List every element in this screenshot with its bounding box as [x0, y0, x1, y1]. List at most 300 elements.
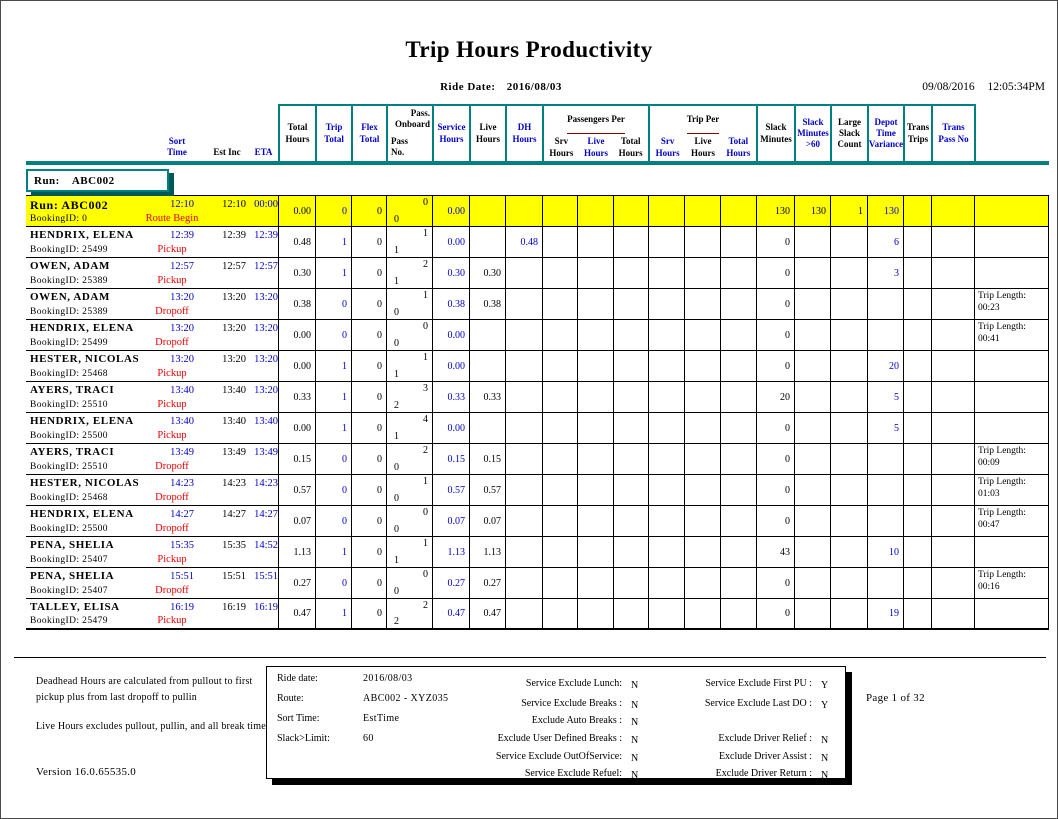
- cell-slack-minutes: 0: [756, 444, 794, 474]
- cell-trans-pass-no: [931, 475, 974, 505]
- cell-slack-gt60: [794, 475, 830, 505]
- cell-depot-variance: 3: [867, 258, 903, 288]
- cell-trip-total: 0: [315, 506, 351, 536]
- cell-pass: [386, 227, 432, 257]
- exclude-value: N: [631, 717, 639, 728]
- passenger-name: OWEN, ADAM: [30, 291, 110, 303]
- row-name-cell: [26, 475, 278, 505]
- cell-trans-trips: [903, 320, 931, 350]
- pass-onboard-value: 1: [423, 538, 428, 549]
- stop-status: Pickup: [157, 430, 187, 441]
- cell-trans-trips: [903, 475, 931, 505]
- cell-trip-total: 0: [315, 289, 351, 319]
- row-name-cell: [26, 506, 278, 536]
- cell-tp-live: [684, 227, 720, 257]
- cell-large-slack: [830, 475, 867, 505]
- cell-slack-minutes: 0: [756, 320, 794, 350]
- cell-dh-hours: [505, 568, 542, 598]
- booking-id: BookingID: 25500: [30, 431, 108, 441]
- cell-note: [974, 227, 1049, 257]
- eta-value: 13:20: [254, 292, 278, 303]
- exclude-label: Service Exclude Lunch:: [525, 678, 622, 689]
- parameter-label: Sort Time:: [277, 713, 320, 724]
- pass-onboard-value: 0: [423, 569, 428, 580]
- cell-tp-total: [720, 351, 756, 381]
- cell-flex-total: 0: [351, 289, 386, 319]
- cell-live-hours: [469, 196, 505, 226]
- cell-trans-pass-no: [931, 258, 974, 288]
- cell-trans-pass-no: [931, 196, 974, 226]
- cell-trip-total: 1: [315, 599, 351, 628]
- cell-tp-live: [684, 320, 720, 350]
- eta-value: 14:27: [254, 509, 278, 520]
- cell-slack-gt60: [794, 599, 830, 628]
- cell-dh-hours: [505, 382, 542, 412]
- table-row: [26, 196, 1049, 227]
- stop-status: Dropoff: [155, 492, 189, 503]
- cell-pp-total: [613, 537, 648, 567]
- cell-flex-total: 0: [351, 475, 386, 505]
- pass-onboard-value: 2: [423, 445, 428, 456]
- cell-tp-srv: [648, 568, 684, 598]
- cell-note: [974, 258, 1049, 288]
- cell-slack-minutes: 0: [756, 351, 794, 381]
- sort-time-value: 14:27: [170, 509, 194, 520]
- pass-onboard-value: 0: [423, 507, 428, 518]
- sort-time-value: 15:51: [170, 571, 194, 582]
- cell-service-hours: 0.30: [432, 258, 469, 288]
- cell-pp-srv: [542, 320, 577, 350]
- cell-pp-total: [613, 599, 648, 628]
- cell-trans-trips: [903, 599, 931, 628]
- booking-id: BookingID: 25468: [30, 369, 108, 379]
- pass-no-value: 1: [394, 555, 399, 566]
- cell-trans-trips: [903, 568, 931, 598]
- booking-id: BookingID: 25407: [30, 555, 108, 565]
- booking-id: BookingID: 25389: [30, 307, 108, 317]
- pass-onboard-value: 0: [423, 321, 428, 332]
- cell-total-hours: 0.38: [278, 289, 315, 319]
- cell-slack-minutes: 0: [756, 413, 794, 443]
- parameter-value: ABC002 - XYZ035: [363, 693, 449, 704]
- page-title: Trip Hours Productivity: [405, 37, 653, 62]
- cell-tp-live: [684, 351, 720, 381]
- report-footer: [26, 666, 1049, 811]
- row-name-cell: [26, 568, 278, 598]
- pass-no-value: 1: [394, 245, 399, 256]
- pass-no-value: 0: [394, 307, 399, 318]
- table-row: [26, 475, 1049, 506]
- trip-length-value: 00:16: [978, 582, 1000, 593]
- cell-service-hours: 0.00: [432, 351, 469, 381]
- trip-length-value: 01:03: [978, 489, 1000, 500]
- booking-id: BookingID: 25500: [30, 524, 108, 534]
- run-value: ABC002: [71, 174, 115, 187]
- cell-pass: [386, 289, 432, 319]
- cell-tp-live: [684, 196, 720, 226]
- stop-status: Pickup: [157, 615, 187, 626]
- cell-pp-total: [613, 196, 648, 226]
- passenger-name: PENA, SHELIA: [30, 570, 115, 582]
- trip-length-value: 00:23: [978, 303, 1000, 314]
- cell-slack-minutes: 0: [756, 599, 794, 628]
- stop-status: Pickup: [157, 368, 187, 379]
- header-pp-live-hours: Live Hours: [583, 136, 608, 158]
- cell-note: [974, 537, 1049, 567]
- cell-trip-total: 1: [315, 413, 351, 443]
- cell-live-hours: 0.47: [469, 599, 505, 628]
- footer-note-deadhead: Deadhead Hours are calculated from pullout to first pickup plus from last dropoff to pullin: [36, 676, 253, 703]
- booking-id: BookingID: 25389: [30, 276, 108, 286]
- cell-dh-hours: [505, 444, 542, 474]
- cell-trans-pass-no: [931, 320, 974, 350]
- cell-live-hours: 0.30: [469, 258, 505, 288]
- header-dh-hours: DH Hours: [505, 104, 542, 161]
- cell-trip-total: 1: [315, 258, 351, 288]
- cell-live-hours: [469, 351, 505, 381]
- cell-trans-pass-no: [931, 599, 974, 628]
- parameter-value: 2016/08/03: [363, 673, 413, 684]
- cell-depot-variance: 5: [867, 413, 903, 443]
- cell-tp-srv: [648, 196, 684, 226]
- cell-tp-total: [720, 444, 756, 474]
- cell-pp-live: [577, 289, 613, 319]
- cell-pp-live: [577, 537, 613, 567]
- print-date: 09/08/2016: [922, 81, 975, 93]
- cell-pp-live: [577, 599, 613, 628]
- cell-service-hours: 0.00: [432, 413, 469, 443]
- cell-tp-total: [720, 382, 756, 412]
- exclude-label: Service Exclude Refuel:: [524, 768, 622, 779]
- sort-time-value: 12:57: [170, 261, 194, 272]
- trip-length-label: Trip Length:: [978, 508, 1026, 518]
- cell-pp-live: [577, 568, 613, 598]
- cell-tp-live: [684, 382, 720, 412]
- header-divider: [26, 161, 1049, 165]
- row-name-cell: [26, 196, 278, 226]
- cell-depot-variance: 5: [867, 382, 903, 412]
- sort-time-value: 14:23: [170, 478, 194, 489]
- cell-note: [974, 444, 1049, 474]
- cell-tp-live: [684, 537, 720, 567]
- cell-large-slack: [830, 599, 867, 628]
- cell-pass: [386, 351, 432, 381]
- exclude-label: Service Exclude First PU :: [705, 678, 812, 689]
- cell-total-hours: 0.27: [278, 568, 315, 598]
- cell-depot-variance: 19: [867, 599, 903, 628]
- cell-trip-total: 1: [315, 351, 351, 381]
- parameters-box: [266, 666, 846, 779]
- row-name-cell: [26, 599, 278, 628]
- booking-id: BookingID: 25468: [30, 493, 108, 503]
- row-name-cell: [26, 258, 278, 288]
- pass-no-value: 0: [394, 338, 399, 349]
- cell-trans-pass-no: [931, 382, 974, 412]
- cell-service-hours: 0.38: [432, 289, 469, 319]
- cell-tp-live: [684, 258, 720, 288]
- exclude-value: N: [631, 735, 639, 746]
- cell-trip-total: 1: [315, 382, 351, 412]
- header-tp-live-hours: Live Hours: [690, 136, 715, 158]
- stop-status: Dropoff: [155, 306, 189, 317]
- header-name-column: [26, 104, 278, 161]
- cell-pass: [386, 320, 432, 350]
- est-inc-value: 15:51: [222, 571, 246, 582]
- cell-pp-live: [577, 413, 613, 443]
- header-total-hours: Total Hours: [278, 104, 315, 161]
- sort-time-value: 15:35: [170, 540, 194, 551]
- cell-note: [974, 568, 1049, 598]
- eta-value: 16:19: [254, 602, 278, 613]
- exclude-row: [567, 698, 828, 709]
- header-trip-total: Trip Total: [315, 104, 351, 161]
- cell-trans-pass-no: [931, 506, 974, 536]
- stop-status: Pickup: [157, 275, 187, 286]
- pass-no-value: 2: [394, 400, 399, 411]
- cell-pp-live: [577, 320, 613, 350]
- sort-time-value: 13:40: [170, 416, 194, 427]
- cell-trans-trips: [903, 351, 931, 381]
- stop-status: Pickup: [157, 399, 187, 410]
- cell-large-slack: [830, 351, 867, 381]
- cell-dh-hours: [505, 506, 542, 536]
- cell-trip-total: 0: [315, 320, 351, 350]
- header-trip-per-group: [648, 104, 756, 161]
- table-header: [26, 104, 1049, 161]
- cell-slack-gt60: [794, 320, 830, 350]
- cell-note: [974, 382, 1049, 412]
- trip-length-value: 00:09: [978, 458, 1000, 469]
- cell-flex-total: 0: [351, 196, 386, 226]
- cell-slack-minutes: 0: [756, 289, 794, 319]
- cell-dh-hours: [505, 196, 542, 226]
- cell-note: [974, 289, 1049, 319]
- print-datetime: [912, 81, 1045, 93]
- cell-large-slack: [830, 289, 867, 319]
- header-large-slack-count: Large Slack Count: [830, 104, 867, 161]
- cell-slack-gt60: [794, 382, 830, 412]
- exclude-label: Service Exclude OutOfService:: [495, 751, 622, 762]
- table-row: [26, 382, 1049, 413]
- header-pass: [386, 104, 432, 161]
- pass-onboard-value: 2: [423, 600, 428, 611]
- passenger-name: HESTER, NICOLAS: [30, 477, 140, 489]
- cell-pp-total: [613, 227, 648, 257]
- ride-date-label: Ride Date:: [440, 81, 496, 93]
- cell-trip-total: 0: [315, 196, 351, 226]
- cell-service-hours: 0.07: [432, 506, 469, 536]
- ride-date-value: 2016/08/03: [506, 81, 562, 93]
- eta-value: 14:52: [254, 540, 278, 551]
- cell-pp-srv: [542, 537, 577, 567]
- table-row: [26, 537, 1049, 568]
- cell-note: [974, 351, 1049, 381]
- trip-length-label: Trip Length:: [978, 291, 1026, 301]
- cell-service-hours: 0.00: [432, 227, 469, 257]
- cell-live-hours: [469, 413, 505, 443]
- cell-tp-live: [684, 475, 720, 505]
- cell-pp-live: [577, 351, 613, 381]
- table-row: [26, 227, 1049, 258]
- cell-tp-srv: [648, 599, 684, 628]
- cell-tp-total: [720, 537, 756, 567]
- cell-large-slack: [830, 382, 867, 412]
- cell-pp-srv: [542, 351, 577, 381]
- cell-pp-live: [577, 475, 613, 505]
- cell-dh-hours: [505, 289, 542, 319]
- eta-value: 00:00: [254, 199, 278, 210]
- cell-flex-total: 0: [351, 320, 386, 350]
- sort-time-value: 13:20: [170, 292, 194, 303]
- cell-tp-srv: [648, 382, 684, 412]
- cell-tp-srv: [648, 475, 684, 505]
- cell-trans-trips: [903, 444, 931, 474]
- cell-pp-total: [613, 475, 648, 505]
- cell-pass: [386, 475, 432, 505]
- cell-flex-total: 0: [351, 568, 386, 598]
- pass-no-value: 0: [394, 493, 399, 504]
- cell-total-hours: 1.13: [278, 537, 315, 567]
- table-row: [26, 351, 1049, 382]
- cell-slack-minutes: 0: [756, 568, 794, 598]
- header-pp-srv-hours: Srv Hours: [549, 136, 574, 158]
- cell-tp-live: [684, 568, 720, 598]
- cell-service-hours: 0.57: [432, 475, 469, 505]
- exclude-label: Exclude Driver Return :: [715, 768, 812, 779]
- exclude-value: N: [821, 753, 829, 764]
- cell-large-slack: [830, 506, 867, 536]
- cell-dh-hours: [505, 413, 542, 443]
- cell-tp-live: [684, 599, 720, 628]
- est-inc-value: 12:39: [222, 230, 246, 241]
- cell-tp-total: [720, 475, 756, 505]
- cell-pp-live: [577, 227, 613, 257]
- cell-slack-minutes: 0: [756, 475, 794, 505]
- cell-slack-minutes: 43: [756, 537, 794, 567]
- cell-trans-pass-no: [931, 289, 974, 319]
- eta-value: 13:49: [254, 447, 278, 458]
- cell-pass: [386, 413, 432, 443]
- cell-tp-live: [684, 506, 720, 536]
- cell-slack-minutes: 0: [756, 506, 794, 536]
- sort-time-value: 13:20: [170, 323, 194, 334]
- booking-id: BookingID: 25479: [30, 616, 108, 626]
- header-flex-total: Flex Total: [351, 104, 386, 161]
- cell-pass: [386, 382, 432, 412]
- cell-slack-gt60: [794, 227, 830, 257]
- passenger-name: HENDRIX, ELENA: [30, 508, 134, 520]
- exclude-value: N: [631, 753, 639, 764]
- version-label: Version 16.0.65535.0: [36, 766, 137, 778]
- booking-id: BookingID: 25407: [30, 586, 108, 596]
- header-passengers-per-group: [542, 104, 648, 161]
- cell-pp-total: [613, 320, 648, 350]
- cell-dh-hours: 0.48: [505, 227, 542, 257]
- header-pass-no: Pass No.: [391, 135, 409, 157]
- cell-service-hours: 0.00: [432, 320, 469, 350]
- exclude-value: N: [821, 770, 829, 781]
- cell-note: [974, 413, 1049, 443]
- passenger-name: HESTER, NICOLAS: [30, 353, 140, 365]
- cell-pp-total: [613, 444, 648, 474]
- booking-id: BookingID: 25499: [30, 245, 108, 255]
- cell-flex-total: 0: [351, 444, 386, 474]
- cell-tp-srv: [648, 506, 684, 536]
- header-passengers-per: Passengers Per: [567, 106, 625, 134]
- cell-slack-gt60: [794, 289, 830, 319]
- cell-pass: [386, 506, 432, 536]
- cell-slack-gt60: [794, 351, 830, 381]
- stop-status: Pickup: [157, 554, 187, 565]
- header-trans-pass-no: Trans Pass No: [931, 104, 974, 161]
- sort-time-value: 12:10: [170, 199, 194, 210]
- cell-service-hours: 1.13: [432, 537, 469, 567]
- footer-divider: [14, 657, 1046, 658]
- pass-no-value: 0: [394, 524, 399, 535]
- footer-note-live: Live Hours excludes pullout, pullin, and all break time: [36, 721, 266, 732]
- cell-trans-pass-no: [931, 227, 974, 257]
- cell-total-hours: 0.00: [278, 320, 315, 350]
- cell-total-hours: 0.47: [278, 599, 315, 628]
- cell-pass: [386, 196, 432, 226]
- cell-tp-live: [684, 444, 720, 474]
- eta-value: 13:20: [254, 385, 278, 396]
- trip-length-label: Trip Length:: [978, 446, 1026, 456]
- exclude-value: Y: [821, 680, 829, 691]
- row-name-cell: [26, 537, 278, 567]
- cell-total-hours: 0.07: [278, 506, 315, 536]
- trip-length-value: 00:47: [978, 520, 1000, 531]
- cell-slack-gt60: [794, 258, 830, 288]
- pass-no-value: 0: [394, 586, 399, 597]
- cell-large-slack: 1: [830, 196, 867, 226]
- cell-slack-gt60: 130: [794, 196, 830, 226]
- passenger-name: AYERS, TRACI: [30, 384, 115, 396]
- cell-depot-variance: [867, 444, 903, 474]
- cell-large-slack: [830, 568, 867, 598]
- cell-trans-trips: [903, 537, 931, 567]
- row-name-cell: [26, 382, 278, 412]
- cell-large-slack: [830, 413, 867, 443]
- sort-time-value: 13:20: [170, 354, 194, 365]
- cell-pp-srv: [542, 196, 577, 226]
- cell-pp-srv: [542, 599, 577, 628]
- ride-date: [0, 81, 1029, 93]
- stop-status: Route Begin: [145, 213, 199, 224]
- table-row: [26, 568, 1049, 599]
- cell-large-slack: [830, 258, 867, 288]
- pass-no-value: 0: [394, 462, 399, 473]
- cell-note: [974, 196, 1049, 226]
- cell-pp-total: [613, 258, 648, 288]
- table-row: [26, 599, 1049, 630]
- row-name-cell: [26, 289, 278, 319]
- cell-pp-srv: [542, 475, 577, 505]
- cell-pass: [386, 568, 432, 598]
- exclude-label: Exclude Auto Breaks :: [531, 715, 622, 726]
- pass-no-value: 0: [394, 214, 399, 225]
- cell-tp-srv: [648, 258, 684, 288]
- cell-flex-total: 0: [351, 227, 386, 257]
- cell-dh-hours: [505, 351, 542, 381]
- cell-live-hours: 0.15: [469, 444, 505, 474]
- booking-id: BookingID: 0: [30, 214, 88, 224]
- cell-depot-variance: [867, 289, 903, 319]
- pass-onboard-value: 1: [423, 352, 428, 363]
- cell-trans-trips: [903, 413, 931, 443]
- stop-status: Dropoff: [155, 585, 189, 596]
- pass-no-value: 1: [394, 369, 399, 380]
